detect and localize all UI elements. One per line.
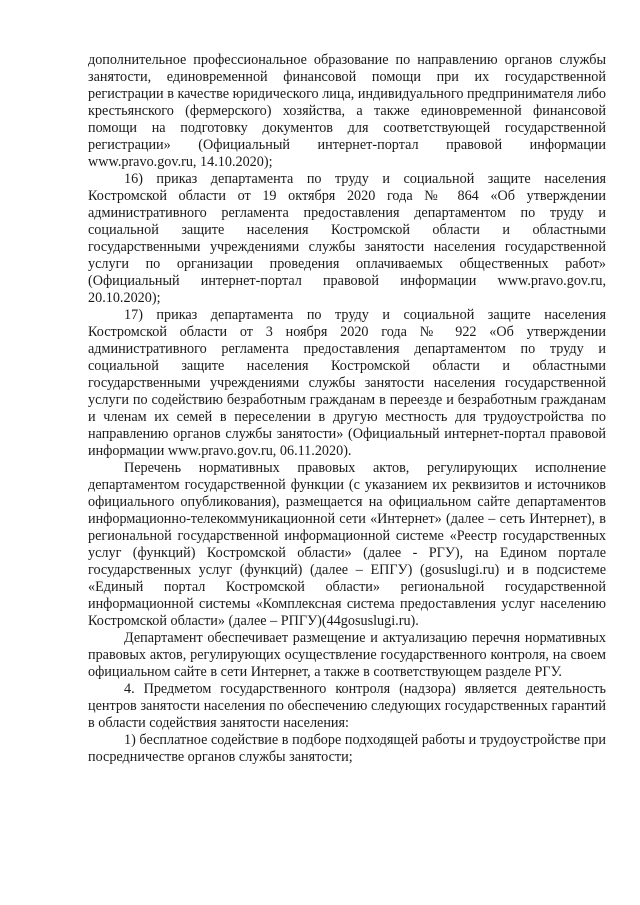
document-body xyxy=(88,52,606,766)
paragraph-section-4: 4. Предметом государственного контроля (надзора) является деятельность центров занятости населения по обеспечению следующих государственных гарантий в области содействия занятости населения: xyxy=(88,681,606,731)
paragraph-item-17: 17) приказ департамента по труду и социальной защите населения Костромской области от 3 ноября 2020 года № 922 «Об утверждении административного регламента предоставления департаментом по труду и социальной защите населения Костромской области и областными государственными учреждениями службы занятости населения государственной услуги по содействию безработным гражданам в переезде и безработным гражданам и членам их семей в переселении в другую местность для трудоустройства по направлению органов службы занятости» (Официальный интернет-портал правовой информации www.pravo.gov.ru, 06.11.2020). xyxy=(88,307,606,459)
paragraph-item-16: 16) приказ департамента по труду и социальной защите населения Костромской области от 19 октября 2020 года № 864 «Об утверждении административного регламента предоставления департаментом по труду и социальной защите населения Костромской области и областными государственными учреждениями службы занятости населения государственной услуги по организации проведения оплачиваемых общественных работ» (Официальный интернет-портал правовой информации www.pravo.gov.ru, 20.10.2020); xyxy=(88,171,606,306)
paragraph-subitem-1: 1) бесплатное содействие в подборе подходящей работы и трудоустройстве при посредничестве органов службы занятости; xyxy=(88,732,606,765)
paragraph-department-duties: Департамент обеспечивает размещение и актуализацию перечня нормативных правовых актов, регулирующих осуществление государственного контроля, на своем официальном сайте в сети Интернет, а также в соответствующем разделе РГУ. xyxy=(88,630,606,680)
paragraph-continuation: дополнительное профессиональное образование по направлению органов службы занятости, единовременной финансовой помощи при их государственной регистрации в качестве юридического лица, индивидуального предпринимателя либо крестьянского (фермерского) хозяйства, а также единовременной финансовой помощи на подготовку документов для соответствующей государственной регистрации» (Официальный интернет-портал правовой информации www.pravo.gov.ru, 14.10.2020); xyxy=(88,52,606,170)
paragraph-legal-acts-list: Перечень нормативных правовых актов, регулирующих исполнение департаментом государственной функции (с указанием их реквизитов и источников официального опубликования), размещается на официальном сайте департаментов информационно-телекоммуникационной сети «Интернет» (далее – сеть Интернет), в региональной государственной информационной системе «Реестр государственных услуг (функций) Костромской области» (далее - РГУ), на Едином портале государственных услуг (функций) (далее – ЕПГУ) (gosuslugi.ru) и в подсистеме «Единый портал Костромской области» региональной государственной информационной системы «Комплексная система предоставления услуг населению Костромской области» (далее – РПГУ)(44gosuslugi.ru). xyxy=(88,460,606,629)
